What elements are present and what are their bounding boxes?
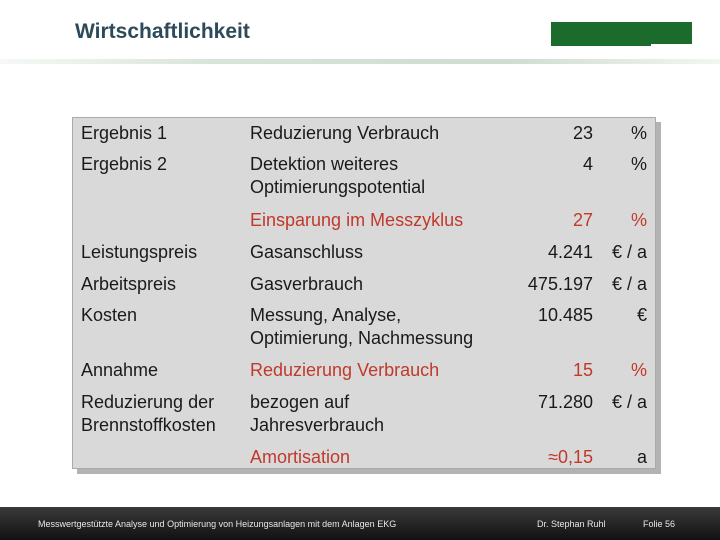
- economics-table: [72, 117, 656, 469]
- footer-author: Dr. Stephan Ruhl: [537, 519, 606, 529]
- row-value: 71.280: [537, 392, 593, 412]
- row-description: Gasanschluss: [250, 242, 364, 262]
- row-description: Messung, Analyse, Optimierung, Nachmessung: [250, 305, 474, 348]
- row-value: 23: [572, 123, 593, 143]
- footer-bar: [0, 507, 720, 540]
- row-unit: %: [630, 360, 647, 380]
- slide-title: Wirtschaftlichkeit: [75, 20, 250, 43]
- row-value: 4: [582, 154, 593, 174]
- row-unit: € / a: [611, 392, 647, 412]
- row-value: ≈0,15: [548, 447, 593, 467]
- row-label: Ergebnis 1: [81, 123, 168, 143]
- row-description: Einsparung im Messzyklus: [250, 210, 464, 230]
- row-description: Detektion weiteres Optimierungspotential: [250, 154, 426, 197]
- row-description: Reduzierung Verbrauch: [250, 360, 440, 380]
- row-description: Reduzierung Verbrauch: [250, 123, 440, 143]
- row-description: Amortisation: [250, 447, 351, 467]
- row-unit: %: [630, 154, 647, 174]
- row-label: Leistungspreis: [81, 242, 198, 262]
- row-unit: %: [630, 123, 647, 143]
- row-value: 4.241: [547, 242, 593, 262]
- row-label: Arbeitspreis: [81, 274, 177, 294]
- row-label: Annahme: [81, 360, 159, 380]
- footer-slide-number: Folie 56: [643, 519, 676, 529]
- logo-block: [551, 22, 692, 46]
- row-unit: %: [630, 210, 647, 230]
- header-divider: [0, 59, 720, 64]
- row-unit: a: [636, 447, 647, 467]
- row-label: Kosten: [81, 305, 138, 325]
- row-value: 15: [572, 360, 593, 380]
- footer-presentation-title: Messwertgestützte Analyse und Optimierung von Heizungsanlagen mit dem Anlagen EKG: [38, 519, 397, 529]
- row-unit: €: [636, 305, 647, 325]
- row-value: 10.485: [537, 305, 593, 325]
- row-unit: € / a: [611, 274, 647, 294]
- row-value: 475.197: [527, 274, 593, 294]
- logo-notch: [651, 44, 692, 48]
- row-label: Reduzierung der Brennstoffkosten: [81, 392, 216, 435]
- row-value: 27: [572, 210, 593, 230]
- row-description: Gasverbrauch: [250, 274, 364, 294]
- row-description: bezogen auf Jahresverbrauch: [250, 392, 385, 435]
- row-unit: € / a: [611, 242, 647, 262]
- row-label: Ergebnis 2: [81, 154, 168, 174]
